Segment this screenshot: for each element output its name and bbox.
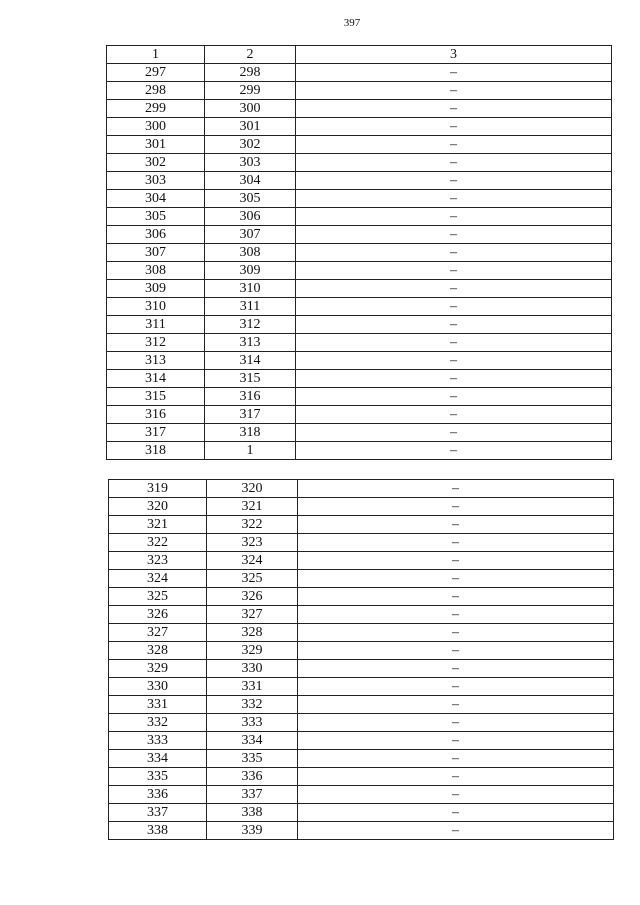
table-cell-col3: –: [296, 388, 612, 406]
table-row: [107, 136, 612, 154]
table-cell-col1: 311: [107, 316, 205, 334]
table-cell-col2: 317: [205, 406, 296, 424]
table-cell-col1: 301: [107, 136, 205, 154]
table-cell-col2: 303: [205, 154, 296, 172]
table-row: [109, 534, 614, 552]
table-cell-col1: 319: [109, 480, 207, 498]
table-cell-col1: 309: [107, 280, 205, 298]
table-cell-col1: 305: [107, 208, 205, 226]
table-row: [107, 352, 612, 370]
table-cell-col2: 298: [205, 64, 296, 82]
table-cell-col2: 330: [207, 660, 298, 678]
table-row: [107, 370, 612, 388]
table-cell-col2: 312: [205, 316, 296, 334]
table-cell-col3: –: [296, 244, 612, 262]
table-cell-col3: –: [298, 732, 614, 750]
table-cell-col2: 313: [205, 334, 296, 352]
table-cell-col1: 325: [109, 588, 207, 606]
table-cell-col3: –: [298, 822, 614, 840]
table-cell-col2: 333: [207, 714, 298, 732]
data-table-top: [106, 45, 612, 460]
table-row: [109, 750, 614, 768]
table-cell-col3: –: [296, 334, 612, 352]
table-cell-col3: –: [296, 352, 612, 370]
table-cell-col1: 298: [107, 82, 205, 100]
table-cell-col2: 331: [207, 678, 298, 696]
table-cell-col1: 321: [109, 516, 207, 534]
table-row: [107, 82, 612, 100]
table-row: [109, 606, 614, 624]
table-cell-col2: 304: [205, 172, 296, 190]
table-cell-col2: 309: [205, 262, 296, 280]
table-cell-col1: 328: [109, 642, 207, 660]
table-row: [107, 262, 612, 280]
table-cell-col3: –: [296, 64, 612, 82]
table-cell-col1: 332: [109, 714, 207, 732]
table-cell-col2: 338: [207, 804, 298, 822]
table-cell-col1: 314: [107, 370, 205, 388]
table-cell-col2: 335: [207, 750, 298, 768]
table-cell-col1: 313: [107, 352, 205, 370]
table-cell-col1: 323: [109, 552, 207, 570]
table-row: [107, 64, 612, 82]
table-cell-col3: –: [296, 406, 612, 424]
table-row: [107, 424, 612, 442]
table-cell-col2: 339: [207, 822, 298, 840]
table-cell-col1: 315: [107, 388, 205, 406]
header-cell-col3: 3: [296, 46, 612, 64]
table-row: [109, 822, 614, 840]
table-cell-col3: –: [296, 424, 612, 442]
table-cell-col2: 308: [205, 244, 296, 262]
table-row: [107, 100, 612, 118]
table-row: [109, 588, 614, 606]
table-cell-col3: –: [298, 624, 614, 642]
table-cell-col3: –: [298, 498, 614, 516]
table-cell-col3: –: [298, 696, 614, 714]
table-row: [107, 118, 612, 136]
table-cell-col3: –: [296, 442, 612, 460]
table-cell-col1: 297: [107, 64, 205, 82]
table-cell-col3: –: [298, 552, 614, 570]
table-cell-col3: –: [296, 298, 612, 316]
table-row: [107, 280, 612, 298]
table-cell-col2: 320: [207, 480, 298, 498]
table-cell-col1: 334: [109, 750, 207, 768]
table-row: [109, 552, 614, 570]
table-cell-col1: 336: [109, 786, 207, 804]
table-cell-col1: 304: [107, 190, 205, 208]
table-row: [109, 660, 614, 678]
table-cell-col2: 334: [207, 732, 298, 750]
table-cell-col2: 302: [205, 136, 296, 154]
table-cell-col3: –: [298, 480, 614, 498]
table-bottom-body: [109, 480, 614, 840]
table-row: [109, 732, 614, 750]
table-cell-col2: 314: [205, 352, 296, 370]
table-cell-col2: 310: [205, 280, 296, 298]
table-cell-col1: 338: [109, 822, 207, 840]
table-row: [109, 714, 614, 732]
table-row: [109, 516, 614, 534]
table-cell-col3: –: [298, 588, 614, 606]
table-cell-col2: 329: [207, 642, 298, 660]
table-row: [107, 244, 612, 262]
table-cell-col3: –: [298, 660, 614, 678]
table-cell-col3: –: [296, 280, 612, 298]
table-cell-col3: –: [296, 262, 612, 280]
table-cell-col3: –: [298, 570, 614, 588]
table-cell-col1: 308: [107, 262, 205, 280]
table-cell-col1: 299: [107, 100, 205, 118]
table-row: [107, 334, 612, 352]
table-cell-col2: 300: [205, 100, 296, 118]
table-cell-col3: –: [298, 786, 614, 804]
table-top-body: [107, 46, 612, 460]
table-cell-col1: 326: [109, 606, 207, 624]
table-cell-col1: 303: [107, 172, 205, 190]
table-cell-col1: 306: [107, 226, 205, 244]
table-row: [109, 696, 614, 714]
table-cell-col2: 301: [205, 118, 296, 136]
table-row: [107, 316, 612, 334]
table-cell-col3: –: [296, 370, 612, 388]
table-cell-col3: –: [298, 714, 614, 732]
table-row: [109, 768, 614, 786]
table-row: [107, 154, 612, 172]
table-cell-col1: 333: [109, 732, 207, 750]
table-cell-col3: –: [296, 136, 612, 154]
table-cell-col2: 306: [205, 208, 296, 226]
table-cell-col1: 302: [107, 154, 205, 172]
header-cell-col1: 1: [107, 46, 205, 64]
table-row: [109, 570, 614, 588]
table-cell-col3: –: [296, 118, 612, 136]
table-row: [109, 678, 614, 696]
table-cell-col2: 316: [205, 388, 296, 406]
table-cell-col2: 326: [207, 588, 298, 606]
table-cell-col2: 336: [207, 768, 298, 786]
table-cell-col3: –: [298, 768, 614, 786]
table-row: [109, 480, 614, 498]
table-cell-col3: –: [296, 172, 612, 190]
table-row: [109, 498, 614, 516]
data-table-bottom: [108, 479, 614, 840]
table-cell-col2: 305: [205, 190, 296, 208]
table-cell-col1: 316: [107, 406, 205, 424]
table-cell-col1: 300: [107, 118, 205, 136]
table-row: [107, 208, 612, 226]
table-cell-col2: 318: [205, 424, 296, 442]
table-row: [107, 442, 612, 460]
table-row: [107, 172, 612, 190]
table-cell-col3: –: [296, 208, 612, 226]
table-cell-col1: 310: [107, 298, 205, 316]
table-cell-col3: –: [296, 316, 612, 334]
table-cell-col3: –: [298, 642, 614, 660]
table-cell-col1: 337: [109, 804, 207, 822]
table-row: [109, 642, 614, 660]
table-cell-col2: 307: [205, 226, 296, 244]
table-row: [107, 226, 612, 244]
table-cell-col3: –: [298, 678, 614, 696]
table-cell-col3: –: [296, 100, 612, 118]
page-number: 397: [343, 17, 361, 29]
table-cell-col2: 324: [207, 552, 298, 570]
table-cell-col1: 324: [109, 570, 207, 588]
table-cell-col2: 337: [207, 786, 298, 804]
table-cell-col1: 335: [109, 768, 207, 786]
table-cell-col2: 299: [205, 82, 296, 100]
table-cell-col2: 323: [207, 534, 298, 552]
table-cell-col2: 1: [205, 442, 296, 460]
table-row: [107, 388, 612, 406]
table-cell-col2: 328: [207, 624, 298, 642]
table-cell-col3: –: [298, 534, 614, 552]
table-cell-col2: 322: [207, 516, 298, 534]
table-row: [109, 786, 614, 804]
table-cell-col1: 322: [109, 534, 207, 552]
table-cell-col1: 312: [107, 334, 205, 352]
table-cell-col1: 327: [109, 624, 207, 642]
table-cell-col3: –: [296, 226, 612, 244]
table-cell-col3: –: [298, 750, 614, 768]
table-cell-col3: –: [298, 516, 614, 534]
table-cell-col3: –: [296, 154, 612, 172]
table-cell-col1: 317: [107, 424, 205, 442]
table-cell-col1: 330: [109, 678, 207, 696]
table-cell-col2: 315: [205, 370, 296, 388]
table-cell-col3: –: [298, 804, 614, 822]
table-cell-col2: 327: [207, 606, 298, 624]
table-cell-col2: 325: [207, 570, 298, 588]
table-cell-col3: –: [296, 82, 612, 100]
table-row: [107, 298, 612, 316]
table-cell-col1: 331: [109, 696, 207, 714]
table-cell-col3: –: [298, 606, 614, 624]
table-cell-col1: 320: [109, 498, 207, 516]
table-header-row: [107, 46, 612, 64]
header-cell-col2: 2: [205, 46, 296, 64]
table-cell-col1: 307: [107, 244, 205, 262]
table-cell-col3: –: [296, 190, 612, 208]
table-cell-col2: 321: [207, 498, 298, 516]
table-row: [107, 190, 612, 208]
table-cell-col2: 311: [205, 298, 296, 316]
table-cell-col2: 332: [207, 696, 298, 714]
table-row: [107, 406, 612, 424]
table-cell-col1: 329: [109, 660, 207, 678]
table-row: [109, 624, 614, 642]
table-cell-col1: 318: [107, 442, 205, 460]
table-row: [109, 804, 614, 822]
